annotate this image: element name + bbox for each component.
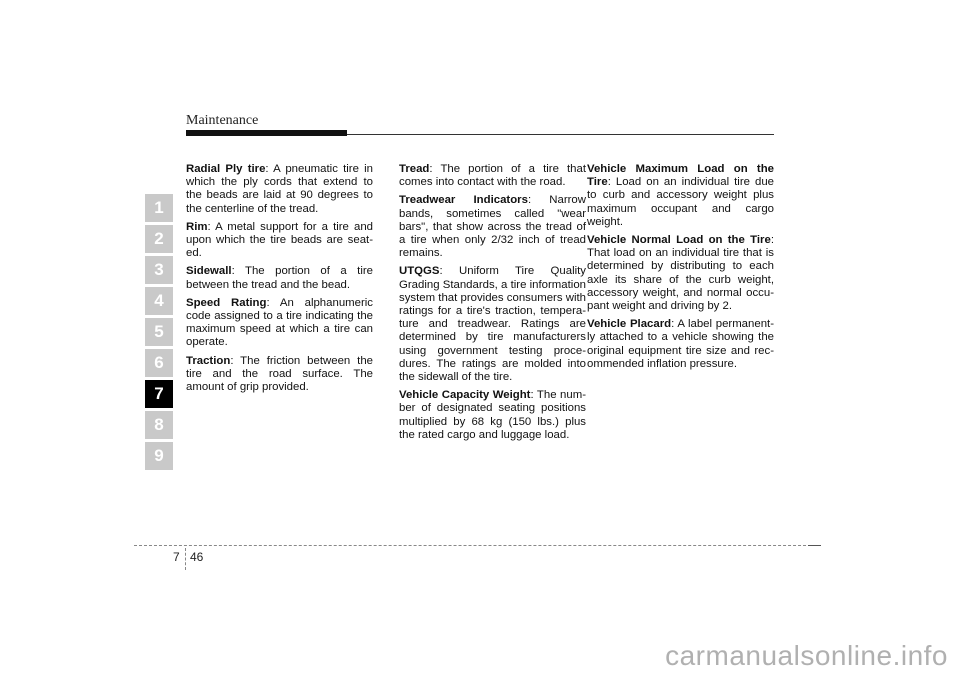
chapter-tab-7[interactable]: 7 xyxy=(145,380,173,408)
glossary-entry xyxy=(399,163,586,189)
glossary-term: Rim xyxy=(186,220,208,233)
text-column-1 xyxy=(186,163,373,399)
glossary-entry xyxy=(587,318,774,371)
glossary-entry xyxy=(186,355,373,395)
chapter-tabs xyxy=(145,194,173,473)
chapter-tab-4[interactable]: 4 xyxy=(145,287,173,315)
glossary-term: Traction xyxy=(186,354,231,367)
glossary-definition: : A pneumatic tire in which the ply cords that extend to the beads are laid at 90 degrees to the centerline of the tread. xyxy=(186,163,373,215)
glossary-definition: : The portion of a tire between the tread and the bead. xyxy=(186,265,373,291)
chapter-tab-2[interactable]: 2 xyxy=(145,225,173,253)
glossary-term: UTQGS xyxy=(399,265,440,278)
glossary-term: Vehicle Normal Load on the Tire xyxy=(587,234,771,247)
page-number: 46 xyxy=(190,550,204,564)
glossary-entry xyxy=(587,234,774,313)
glossary-term: Vehicle Capacity Weight xyxy=(399,389,531,402)
glossary-term: Sidewall xyxy=(186,265,232,278)
glossary-entry xyxy=(399,194,586,260)
glossary-definition: : An alphanumeric code assigned to a tire indicating the maximum speed at which a tire can operate. xyxy=(186,296,373,349)
glossary-entry xyxy=(186,221,373,261)
glossary-definition: : The friction between the tire and the road surface. The amount of grip provided. xyxy=(186,354,373,394)
glossary-definition: : Narrow bands, sometimes called "wear bars", that show across the tread of a tire when only 2/32 inch of tread remains. xyxy=(399,194,586,260)
text-column-2 xyxy=(399,163,586,447)
chapter-tab-5[interactable]: 5 xyxy=(145,318,173,346)
footer-rule xyxy=(134,545,821,546)
glossary-entry xyxy=(587,163,774,229)
footer-divider xyxy=(185,548,186,570)
page-chapter-number: 7 xyxy=(173,550,180,564)
glossary-term: Tread xyxy=(399,163,430,175)
glossary-term: Vehicle Maximum Load on the Tire xyxy=(587,163,774,189)
page-header-title: Maintenance xyxy=(186,113,259,128)
text-column-3 xyxy=(587,163,774,376)
glossary-entry xyxy=(186,297,373,350)
glossary-definition: : A label permanent- ly attached to a vehicle showing the original equipment tire size and rec- ommended inflation pressure. xyxy=(587,318,774,370)
glossary-entry xyxy=(186,265,373,291)
chapter-tab-3[interactable]: 3 xyxy=(145,256,173,284)
chapter-tab-1[interactable]: 1 xyxy=(145,194,173,222)
glossary-term: Speed Rating xyxy=(186,296,267,309)
glossary-definition: : The num- ber of designated seating positions multiplied by 68 kg (150 lbs.) plus the rated cargo and luggage load. xyxy=(399,389,587,441)
glossary-term: Treadwear Indicators xyxy=(399,194,528,207)
chapter-tab-6[interactable]: 6 xyxy=(145,349,173,377)
glossary-definition: : Uniform Tire Quality Grading Standards, a tire information system that provides consumers with ratings for a tire's traction, tempera- ture and treadwear. Ratings are determined by tire manufacturers using government testing proce- dures. The ratings are molded into the sidewall of the tire. xyxy=(399,265,586,384)
header-rule-thick xyxy=(186,130,347,136)
glossary-entry xyxy=(399,265,586,384)
glossary-term: Vehicle Placard xyxy=(587,318,672,331)
chapter-tab-9[interactable]: 9 xyxy=(145,442,173,470)
glossary-term: Radial Ply tire xyxy=(186,163,266,175)
glossary-definition: : Load on an individual tire due to curb and accessory weight plus maximum occupant and cargo weight. xyxy=(587,176,774,228)
glossary-entry xyxy=(186,163,373,216)
glossary-definition: : A metal support for a tire and upon which the tire beads are seat- ed. xyxy=(186,220,373,260)
chapter-tab-8[interactable]: 8 xyxy=(145,411,173,439)
glossary-definition: : The portion of a tire that comes into contact with the road. xyxy=(399,163,586,189)
header-rule-thin xyxy=(347,134,774,135)
footer-rule-end xyxy=(808,545,821,546)
glossary-definition: : That load on an individual tire that is determined by distributing to each axle its share of the curb weight, accessory weight, and normal occu- pant weight and driving by 2. xyxy=(587,234,774,313)
watermark: carmanualsonline.info xyxy=(665,640,948,671)
glossary-entry xyxy=(399,389,586,442)
